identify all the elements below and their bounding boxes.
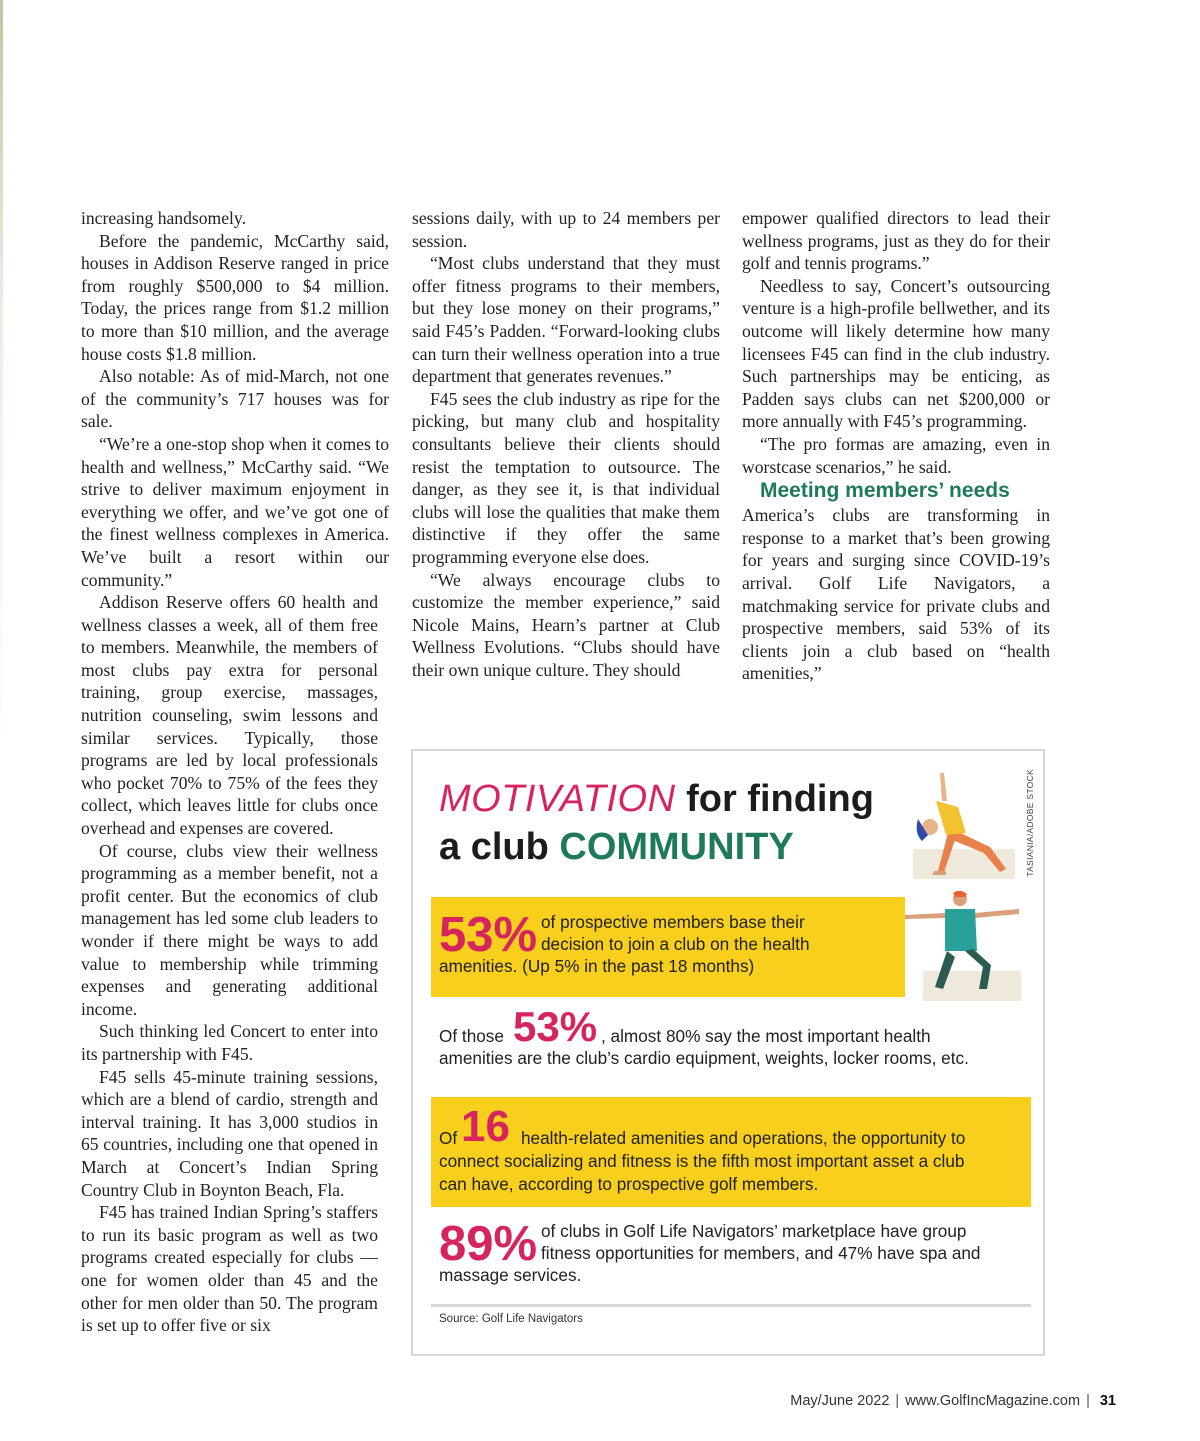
stat-2-line: , almost 80% say the most important health — [601, 1026, 931, 1046]
stat-4-line: fitness opportunities for members, and 47% have spa and — [541, 1243, 981, 1263]
infographic-title — [439, 775, 874, 871]
yoga-warrior-illustration — [905, 891, 1025, 1003]
divider-rule — [431, 1304, 1031, 1307]
stat-2-line: amenities are the club’s cardio equipment, weights, locker rooms, etc. — [439, 1048, 969, 1068]
infographic-box — [411, 749, 1045, 1356]
arm-shape — [975, 909, 1019, 918]
article-column-3 — [742, 207, 1050, 685]
arm-shape — [940, 773, 947, 801]
stat-3-line: can have, according to prospective golf members. — [439, 1174, 819, 1194]
stat-3-line: connect socializing and fitness is the fifth most important asset a club — [439, 1151, 965, 1171]
paragraph: “We’re a one-stop shop when it comes to health and wellness,” McCarthy said. “We strive to deliver maximum enjoyment in everything we offer, and we’ve got one of the finest wellness complexes in America. We’ve built a resort within our community.” — [81, 433, 389, 590]
hair-shape — [953, 891, 967, 897]
source-note: Source: Golf Life Navigators — [439, 1313, 583, 1325]
paragraph: America’s clubs are transforming in response to a market that’s been growing for years and surging since COVID-19’s arrival. Golf Life Navigators, a matchmaking service for private clubs and prospective members, said 53% of its clients join a club based on “health amenities,” — [742, 505, 1050, 684]
photo-credit: TASIANIA/ADOBE STOCK — [1025, 769, 1035, 877]
title-community: COMMUNITY — [559, 826, 794, 868]
stat-1-band — [431, 897, 905, 997]
paragraph: Needless to say, Concert’s outsourcing venture is a high-profile bellwether, and its outcome will likely determine how many licensees F45 can find in the club industry. Such partnerships may be enticing, as Padden says clubs can net $200,000 or more annually with F45’s programming. — [742, 275, 1050, 432]
paragraph: Also notable: As of mid-March, not one of the community’s 717 houses was for sale. — [81, 366, 389, 432]
stat-1-number: 53% — [439, 908, 538, 962]
paragraph: “The pro formas are amazing, even in worstcase scenarios,” he said. — [742, 433, 1050, 477]
stat-2-number: 53% — [513, 1003, 598, 1050]
paragraph: Before the pandemic, McCarthy said, houses in Addison Reserve ranged in price from roughly $500,000 to $4 million. Today, the prices range from $1.2 million to more than $10 million, and the average house costs $1.8 million. — [81, 230, 389, 364]
page-footer — [790, 1393, 1116, 1409]
torso-shape — [936, 801, 966, 835]
paragraph: F45 sells 45-minute training sessions, which are a blend of cardio, strength and interval training. It has 3,000 studios in 65 countries, including one that opened in March at Concert’s Indian Spring Country Club in Boynton Beach, Fla. — [81, 1066, 378, 1200]
title-part: a club — [439, 826, 560, 868]
stat-2-block — [439, 1003, 1019, 1073]
page-edge-strip — [0, 0, 3, 750]
issue-date: May/June 2022 — [790, 1393, 890, 1409]
stat-4-number: 89% — [439, 1217, 538, 1271]
stat-3-band — [431, 1097, 1031, 1207]
paragraph: F45 sees the club industry as ripe for the picking, but many club and hospitality consultants believe their clients should resist the temptation to outsource. The danger, as they see it, is that individual clubs will lose the qualities that make them distinctive if they offer the same programming everyone else does. — [412, 388, 720, 567]
section-subhead: Meeting members’ needs — [760, 479, 1010, 503]
paragraph: increasing handsomely. — [81, 208, 246, 228]
paragraph: empower qualified directors to lead their wellness programs, just as they do for their golf and tennis programs.” — [742, 208, 1050, 274]
paragraph: F45 has trained Indian Spring’s staffers to run its basic program as well as two programs created especially for clubs — one for women older than 45 and the other for men older than 50. The program is set up to offer five or six — [81, 1202, 378, 1336]
footer-separator: | — [895, 1393, 900, 1409]
stat-3-prefix: Of — [439, 1128, 458, 1148]
article-column-1 — [81, 207, 389, 1337]
paragraph: Of course, clubs view their wellness programming as a member benefit, not a profit center. But the economics of club management has led some club leaders to wonder if there might be ways to add value to membership while trimming expenses and generating additional income. — [81, 840, 378, 1019]
stat-4-block — [439, 1216, 1029, 1296]
foot-shape — [932, 871, 946, 875]
paragraph: Such thinking led Concert to enter into its partnership with F45. — [81, 1021, 378, 1064]
stat-1-line: amenities. (Up 5% in the past 18 months) — [439, 956, 755, 976]
torso-shape — [945, 909, 977, 951]
website-link[interactable]: www.GolfIncMagazine.com — [905, 1393, 1081, 1409]
yoga-triangle-illustration — [908, 771, 1018, 881]
stat-1-line: of prospective members base their — [541, 912, 805, 932]
stat-3-number: 16 — [461, 1102, 510, 1151]
stat-4-line: of clubs in Golf Life Navigators’ marketplace have group — [541, 1221, 967, 1241]
paragraph: Addison Reserve offers 60 health and wellness classes a week, all of them free to members. Meanwhile, the members of most clubs pay extra for personal training, group exercise, massages, nutrition counseling, swim lessons and similar services. Typically, those programs are led by local professionals who pocket 70% to 75% of the fees they collect, which leaves little for clubs once overhead and expenses are covered. — [81, 592, 378, 839]
stat-4-line: massage services. — [439, 1265, 582, 1285]
title-part: for finding — [675, 778, 874, 820]
arm-shape — [905, 913, 945, 919]
stat-3-line: health-related amenities and operations, the opportunity to — [521, 1128, 966, 1148]
paragraph: sessions daily, with up to 24 members per session. — [412, 208, 720, 251]
paragraph: “We always encourage clubs to customize the member experience,” said Nicole Mains, Hearn’s partner at Club Wellness Evolutions. “Clubs should have their own unique culture. They should — [412, 569, 720, 680]
title-motivation: MOTIVATION — [439, 778, 676, 820]
article-column-2 — [412, 207, 720, 681]
footer-separator: | — [1086, 1393, 1090, 1409]
stat-2-prefix: Of those — [439, 1026, 504, 1046]
page-number: 31 — [1099, 1393, 1116, 1409]
paragraph: “Most clubs understand that they must offer fitness programs to their members, but they lose money on their programs,” said F45’s Padden. “Forward-looking clubs can turn their wellness operation into a true department that generates revenues.” — [412, 253, 720, 387]
stat-1-line: decision to join a club on the health — [541, 934, 810, 954]
